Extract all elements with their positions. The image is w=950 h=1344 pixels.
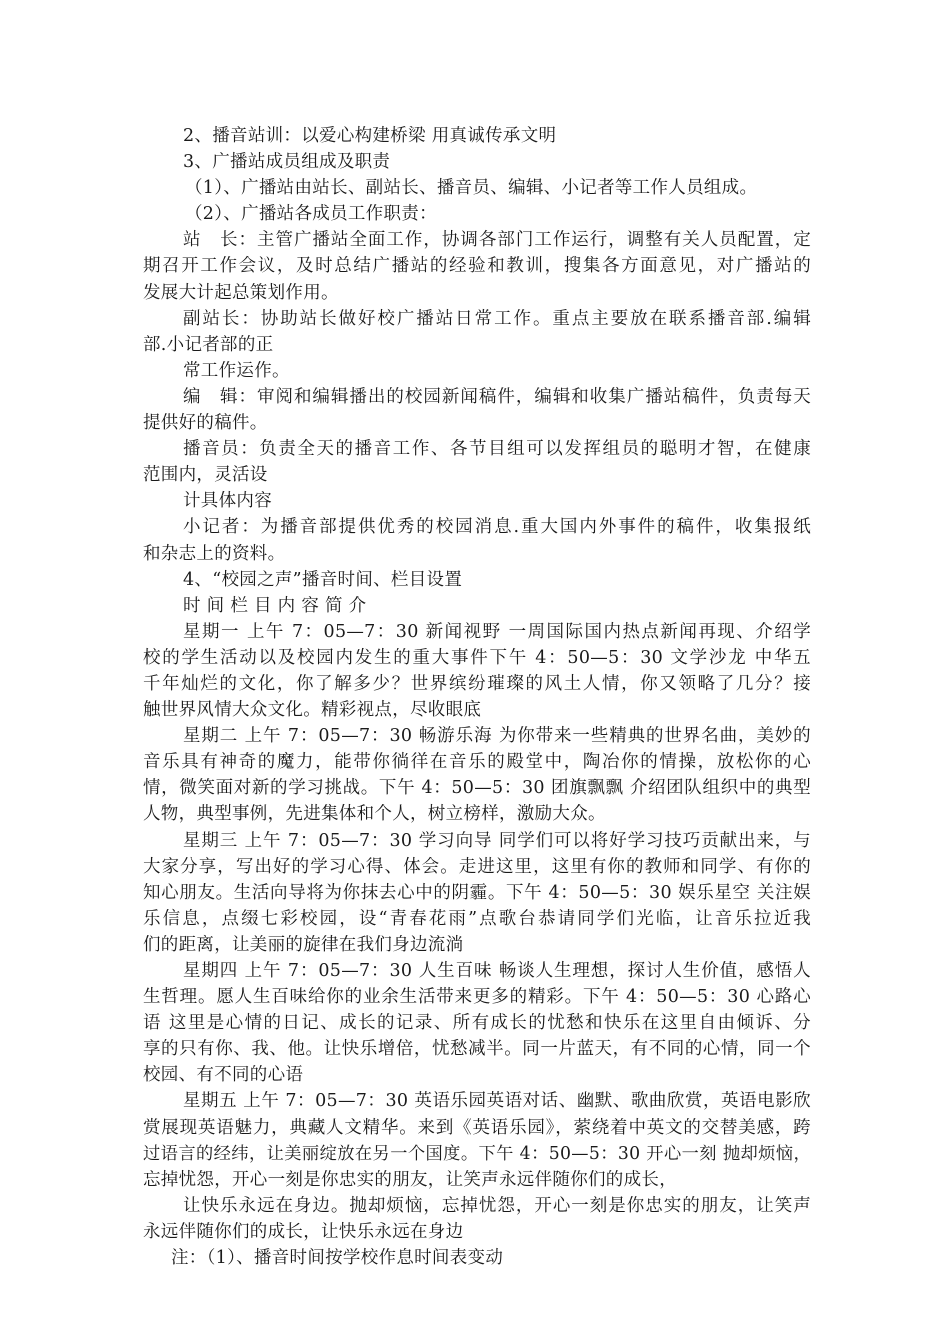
text-line: 星期四 上午 7：05—7：30 人生百味 畅谈人生理想，探讨人生价值，感悟人	[183, 961, 811, 981]
text-line: 4、“校园之声”播音时间、栏目设置	[183, 569, 463, 590]
text-line: 过语言的经纬，让美丽绽放在另一个国度。下午 4：50—5：30 开心一刻 抛却烦恼，	[143, 1143, 811, 1164]
text-line: 站 长：主管广播站全面工作，协调各部门工作运行，调整有关人员配置，定	[183, 230, 811, 251]
text-line: 千年灿烂的文化，你了解多少？世界缤纷璀璨的风土人情，你又领略了几分？接	[143, 673, 811, 694]
text-line: 常工作运作。	[183, 360, 290, 381]
text-line: 部.小记者部的正	[143, 334, 274, 355]
text-line: （2）、广播站各成员工作职责：	[185, 204, 437, 225]
text-line: 发展大计起总策划作用。	[143, 282, 339, 303]
text-line: 播音员：负责全天的播音工作、各节目组可以发挥组员的聪明才智，在健康	[183, 439, 811, 460]
text-line: 乐信息，点缀七彩校园，设“青春花雨”点歌台恭请同学们光临，让音乐拉近我	[143, 908, 811, 929]
text-line: 2、播音站训：以爱心构建桥梁 用真诚传承文明	[183, 126, 557, 146]
text-line: 人物，典型事例，先进集体和个人，树立榜样，激励大众。	[143, 804, 606, 825]
text-line: 赏展现英语魅力，典藏人文精华。来到《英语乐园》，萦绕着中英文的交替美感，跨	[143, 1117, 811, 1138]
text-line: 生哲理。愿人生百味给你的业余生活带来更多的精彩。下午 4：50—5：30 心路心	[143, 987, 811, 1008]
text-line: 让快乐永远在身边。抛却烦恼，忘掉忧怨，开心一刻是你忠实的朋友，让笑声	[183, 1195, 811, 1216]
text-line: 期召开工作会议，及时总结广播站的经验和教训，搜集各方面意见，对广播站的	[143, 256, 811, 277]
text-line: 编 辑：审阅和编辑播出的校园新闻稿件，编辑和收集广播站稿件，负责每天	[183, 386, 811, 407]
text-line: 范围内，灵活设	[143, 465, 268, 486]
text-line: 星期一 上午 7：05—7：30 新闻视野 一周国际国内热点新闻再现、介绍学	[183, 621, 811, 642]
text-line: 3、广播站成员组成及职责	[183, 152, 391, 173]
text-line: 永远伴随你们的成长，让快乐永远在身边	[143, 1221, 464, 1242]
text-line: 触世界风情大众文化。精彩视点，尽收眼底	[143, 700, 482, 721]
text-line: 星期五 上午 7：05—7：30 英语乐园英语对话、幽默、歌曲欣赏，英语电影欣	[183, 1091, 811, 1112]
text-line: 情，微笑面对新的学习挑战。下午 4：50—5：30 团旗飘飘 介绍团队组织中的典型	[143, 778, 811, 799]
text-line: 副站长：协助站长做好校广播站日常工作。重点主要放在联系播音部.编辑	[183, 308, 811, 329]
text-line: 语 这里是心情的日记、成长的记录、所有成长的忧愁和快乐在这里自由倾诉、分	[143, 1013, 811, 1034]
text-line: 知心朋友。生活向导将为你抹去心中的阴霾。下午 4：50—5：30 娱乐星空 关注娱	[143, 882, 811, 903]
text-line: 注：（1）、播音时间按学校作息时间表变动	[171, 1248, 504, 1269]
text-line: 小记者：为播音部提供优秀的校园消息.重大国内外事件的稿件，收集报纸	[183, 517, 811, 538]
text-line: 星期三 上午 7：05—7：30 学习向导 同学们可以将好学习技巧贡献出来，与	[183, 830, 811, 851]
text-line: 和杂志上的资料。	[143, 543, 286, 564]
text-line: 校的学生活动以及校园内发生的重大事件下午 4：50—5：30 文学沙龙 中华五	[143, 647, 811, 668]
text-line: 计具体内容	[183, 491, 272, 512]
document-body	[143, 123, 811, 1271]
text-line: 星期二 上午 7：05—7：30 畅游乐海 为你带来一些精典的世界名曲，美妙的	[183, 726, 811, 747]
text-line: 时 间 栏 目 内 容 简 介	[183, 595, 367, 616]
text-line: （1）、广播站由站长、副站长、播音员、编辑、小记者等工作人员组成。	[185, 178, 758, 199]
text-line: 享的只有你、我、他。让快乐增倍，忧愁减半。同一片蓝天，有不同的心情，同一个	[143, 1039, 811, 1060]
text-line: 忘掉忧怨，开心一刻是你忠实的朋友，让笑声永远伴随你们的成长，	[143, 1169, 677, 1190]
text-line: 校园、有不同的心语	[143, 1065, 304, 1086]
text-line: 们的距离，让美丽的旋律在我们身边流淌	[143, 934, 464, 955]
text-line: 提供好的稿件。	[143, 413, 268, 434]
text-line: 音乐具有神奇的魔力，能带你徜徉在音乐的殿堂中，陶冶你的情操，放松你的心	[143, 752, 811, 773]
text-line: 大家分享，写出好的学习心得、体会。走进这里，这里有你的教师和同学、有你的	[143, 856, 811, 877]
